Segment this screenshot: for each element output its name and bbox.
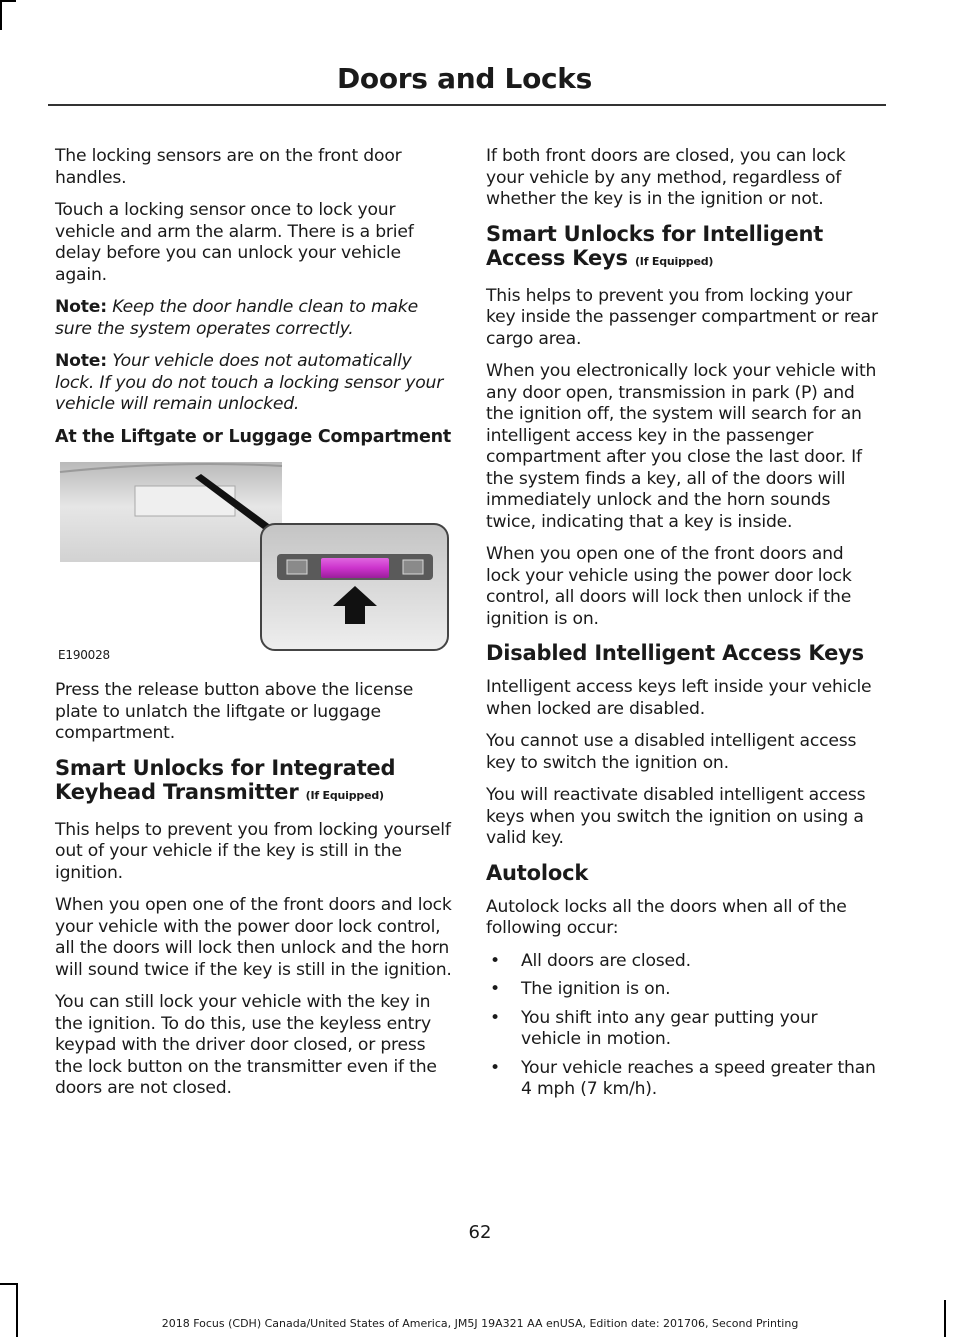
paragraph: If both front doors are closed, you can lock your vehicle by any method, regardless of whether the key is in the ignition or not.: [486, 146, 846, 209]
section-heading-smart-unlocks-ikt: [55, 756, 455, 808]
paragraph: You can still lock your vehicle with the key in the ignition. To do this, use the keyless entry keypad with the driver door closed, or press the lock button on the transmitter even if the doors are not closed.: [55, 992, 437, 1098]
heading-text: Smart Unlocks for Integrated Keyhead Transmitter: [55, 755, 396, 804]
if-equipped-note: (If Equipped): [634, 254, 714, 268]
list-item: [486, 979, 882, 1001]
crop-mark: [0, 0, 2, 30]
paragraph: The locking sensors are on the front door handles.: [55, 146, 402, 188]
paragraph: When you open one of the front doors and lock your vehicle using the power door lock control, all doors will lock then unlock if the ignition is on.: [486, 544, 852, 629]
note-label: Note:: [55, 351, 107, 371]
note: [55, 351, 455, 416]
figure-id: E190028: [58, 647, 110, 662]
right-column: [486, 146, 882, 1108]
page-number: 62: [468, 1222, 492, 1243]
bullet-icon: •: [490, 1007, 500, 1028]
footer-edition-info: 2018 Focus (CDH) Canada/United States of America, JM5J 19A321 AA enUSA, Edition date: 201706, Second Printing: [161, 1317, 799, 1330]
bullet-icon: •: [490, 979, 500, 999]
list-item-text: You shift into any gear putting your vehicle in motion.: [521, 1007, 818, 1049]
release-button: [321, 558, 389, 578]
list-item-text: Your vehicle reaches a speed greater than 4 mph (7 km/h).: [521, 1057, 876, 1099]
liftgate-illustration: [55, 458, 451, 666]
autolock-conditions-list: [486, 951, 882, 1101]
section-heading-disabled-keys: Disabled Intelligent Access Keys: [486, 641, 864, 665]
paragraph: When you open one of the front doors and lock your vehicle with the power door lock control, all the doors will lock then unlock and the horn will sound twice if the key is still in the ignition.: [55, 895, 452, 980]
page-title: Doors and Locks: [336, 62, 592, 95]
list-item-text: All doors are closed.: [521, 950, 691, 971]
note-label: Note:: [55, 297, 107, 317]
paragraph: You cannot use a disabled intelligent access key to switch the ignition on.: [486, 731, 857, 773]
list-item-text: The ignition is on.: [521, 979, 671, 999]
header-rule: [48, 104, 886, 106]
list-item: [486, 1008, 882, 1051]
list-item: [486, 951, 882, 973]
section-heading-smart-unlocks-iak: [486, 222, 882, 274]
liftgate-release-diagram: [55, 458, 451, 666]
paragraph: This helps to prevent you from locking yourself out of your vehicle if the key is still in the ignition.: [55, 819, 451, 883]
crop-mark: [0, 0, 16, 2]
note-text: Keep the door handle clean to make sure the system operates correctly.: [55, 297, 418, 339]
paragraph: Touch a locking sensor once to lock your vehicle and arm the alarm. There is a brief delay before you can unlock your vehicle again.: [55, 200, 414, 285]
left-column: [55, 146, 455, 1111]
section-heading-autolock: Autolock: [486, 860, 589, 885]
note-text: Your vehicle does not automatically lock. If you do not touch a locking sensor your vehicle will remain unlocked.: [55, 351, 444, 414]
list-item: [486, 1058, 882, 1101]
paragraph: When you electronically lock your vehicle with any door open, transmission in park (P) and the ignition off, the system will search for an intelligent access key in the passenger compartment after you close the last door. If the system finds a key, all of the doors will immediately unlock and the horn sounds twice, indicating that a key is inside.: [486, 361, 877, 532]
paragraph: Autolock locks all the doors when all of the following occur:: [486, 896, 847, 938]
paragraph: Intelligent access keys left inside your vehicle when locked are disabled.: [486, 677, 872, 719]
paragraph: Press the release button above the license plate to unlatch the liftgate or luggage compartment.: [55, 680, 414, 743]
if-equipped-note: (If Equipped): [305, 788, 384, 802]
paragraph: This helps to prevent you from locking your key inside the passenger compartment or rear cargo area.: [486, 285, 878, 349]
bullet-icon: •: [490, 950, 500, 971]
heading-text: Smart Unlocks for Intelligent Access Keys: [486, 221, 824, 270]
bullet-icon: •: [490, 1057, 500, 1078]
note: [55, 297, 455, 340]
section-heading-liftgate: At the Liftgate or Luggage Compartment: [55, 426, 452, 447]
paragraph: You will reactivate disabled intelligent access keys when you switch the ignition on using a valid key.: [486, 785, 866, 848]
